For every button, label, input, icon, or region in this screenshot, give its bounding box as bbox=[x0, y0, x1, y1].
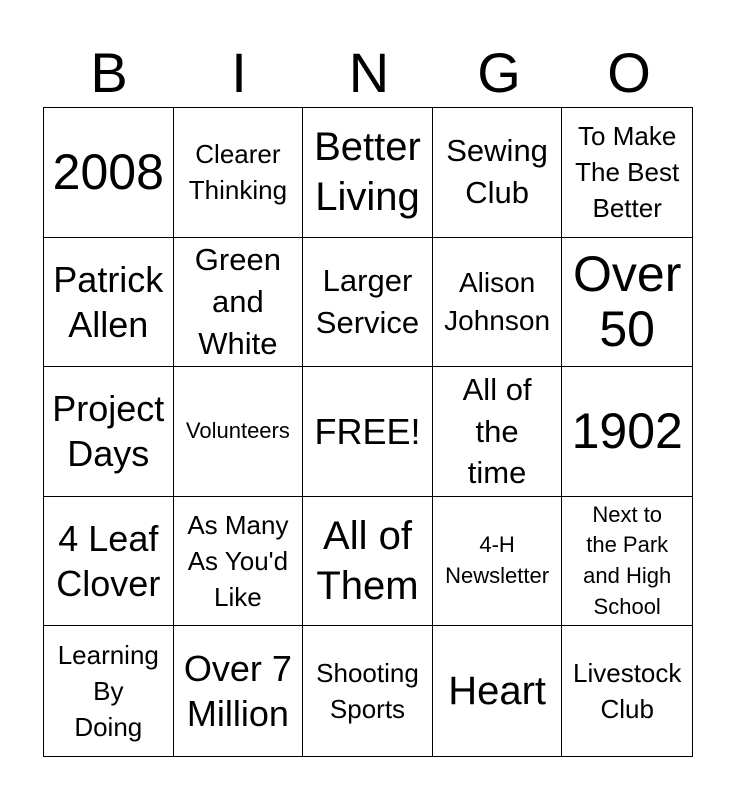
bingo-cell-r3-c1[interactable] bbox=[174, 497, 304, 627]
bingo-cell-text: 4 Leaf Clover bbox=[56, 518, 161, 605]
bingo-cell-text: Sewing Club bbox=[446, 133, 548, 211]
bingo-cell-text: Livestock Club bbox=[573, 657, 682, 725]
bingo-cell-text: All of the time bbox=[462, 371, 532, 491]
bingo-cell-r1-c3[interactable] bbox=[433, 238, 563, 368]
bingo-cell-text: Heart bbox=[448, 669, 546, 714]
bingo-cell-r4-c3[interactable] bbox=[433, 626, 563, 756]
bingo-cell-text: Green and White bbox=[194, 242, 281, 361]
bingo-cell-r1-c4[interactable] bbox=[562, 238, 692, 368]
header-letter-b: B bbox=[90, 41, 128, 104]
bingo-cell-r0-c0[interactable] bbox=[44, 108, 174, 238]
bingo-header bbox=[44, 40, 694, 106]
bingo-cell-text: All of Them bbox=[316, 514, 419, 609]
bingo-cell-text: 4-H Newsletter bbox=[445, 532, 550, 589]
bingo-cell-r2-c3[interactable] bbox=[433, 367, 563, 497]
bingo-cell-text: Over 7 Million bbox=[183, 648, 292, 735]
bingo-cell-text: Alison Johnson bbox=[444, 267, 551, 336]
bingo-cell-text: 1902 bbox=[571, 402, 683, 459]
bingo-cell-text: Next to the Park and High School bbox=[583, 501, 672, 619]
bingo-cell-r3-c2[interactable] bbox=[303, 497, 433, 627]
bingo-cell-r1-c0[interactable] bbox=[44, 238, 174, 368]
header-letter-i: I bbox=[231, 41, 247, 104]
bingo-cell-r2-c1[interactable] bbox=[174, 367, 304, 497]
bingo-cell-r0-c2[interactable] bbox=[303, 108, 433, 238]
bingo-cell-text: Volunteers bbox=[185, 418, 290, 444]
header-letter-o: O bbox=[607, 41, 651, 104]
header-letter-g: G bbox=[477, 41, 521, 104]
bingo-cell-text: Shooting Sports bbox=[316, 657, 419, 725]
bingo-cell-r0-c3[interactable] bbox=[433, 108, 563, 238]
bingo-cell-text: 2008 bbox=[52, 143, 164, 200]
bingo-card-grid bbox=[43, 107, 693, 757]
bingo-cell-r1-c1[interactable] bbox=[174, 238, 304, 368]
bingo-cell-r3-c4[interactable] bbox=[562, 497, 692, 627]
bingo-cell-text: To Make The Best Better bbox=[575, 120, 680, 224]
bingo-cell-text: As Many As You'd Like bbox=[187, 509, 289, 613]
bingo-cell-r1-c2[interactable] bbox=[303, 238, 433, 368]
bingo-cell-r4-c4[interactable] bbox=[562, 626, 692, 756]
bingo-cell-text: Learning By Doing bbox=[57, 639, 159, 743]
bingo-cell-r3-c0[interactable] bbox=[44, 497, 174, 627]
bingo-cell-text: FREE! bbox=[314, 410, 421, 452]
bingo-cell-r2-c2[interactable] bbox=[303, 367, 433, 497]
bingo-cell-text: Patrick Allen bbox=[53, 258, 164, 345]
bingo-cell-r4-c1[interactable] bbox=[174, 626, 304, 756]
bingo-cell-text: Clearer Thinking bbox=[188, 138, 288, 206]
bingo-cell-text: Better Living bbox=[314, 125, 421, 220]
bingo-cell-r0-c1[interactable] bbox=[174, 108, 304, 238]
bingo-cell-r0-c4[interactable] bbox=[562, 108, 692, 238]
bingo-cell-r2-c0[interactable] bbox=[44, 367, 174, 497]
header-letter-n: N bbox=[348, 41, 390, 104]
bingo-cell-r4-c2[interactable] bbox=[303, 626, 433, 756]
bingo-cell-text: Over 50 bbox=[573, 245, 682, 357]
bingo-cell-r3-c3[interactable] bbox=[433, 497, 563, 627]
bingo-cell-r4-c0[interactable] bbox=[44, 626, 174, 756]
bingo-cell-r2-c4[interactable] bbox=[562, 367, 692, 497]
bingo-cell-text: Project Days bbox=[52, 388, 165, 475]
bingo-cell-text: Larger Service bbox=[315, 263, 420, 340]
